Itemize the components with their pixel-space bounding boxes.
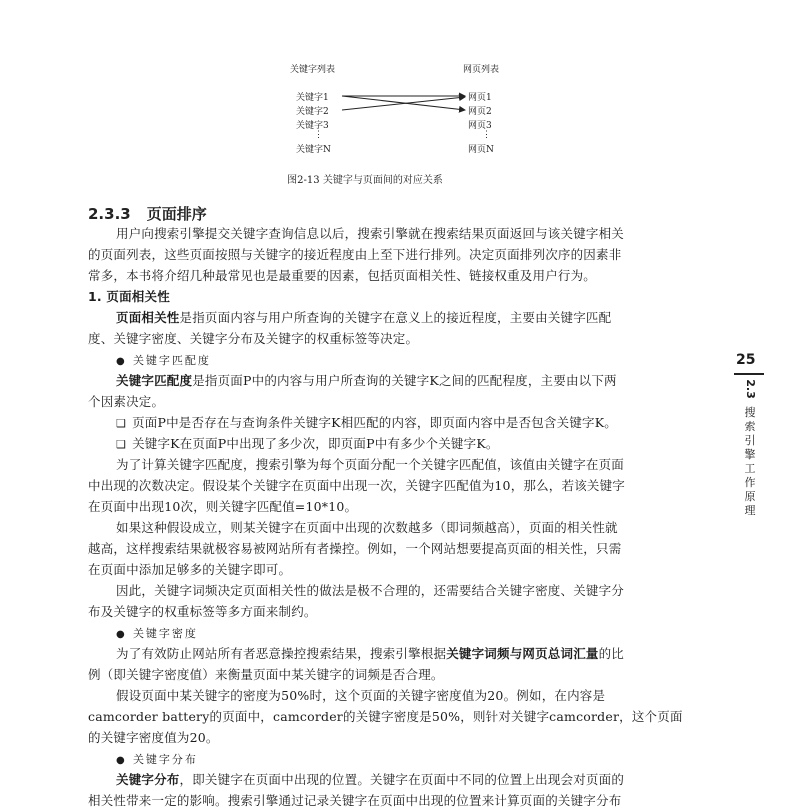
- bullet-heading: ● 关键字密度: [116, 627, 198, 640]
- page-number: 25: [736, 352, 756, 368]
- paragraph-line: 中出现的次数决定。假设某个关键字在页面中出现一次，关键字匹配值为10，那么，若该关键字: [88, 478, 626, 493]
- paragraph-line: 用户向搜索引擎提交关键字查询信息以后，搜索引擎就在搜索结果页面返回与该关键字相关: [116, 226, 625, 241]
- checkbox-item: ❑ 页面P中是否存在与查询条件关键字K相匹配的内容，即页面内容中是否包含关键字K。: [116, 415, 617, 430]
- paragraph-line: 关键字匹配度是指页面P中的内容与用户所查询的关键字K之间的匹配程度，主要由以下两: [116, 373, 617, 388]
- section-heading: [88, 203, 207, 224]
- paragraph-line: 越高，这样搜索结果就极容易被网站所有者操控。例如，一个网站想要提高页面的相关性，只需: [88, 541, 622, 556]
- vertical-char: 搜: [744, 406, 756, 419]
- figure-right-item: ⋮: [482, 130, 491, 140]
- section-number: 2.3.3: [88, 205, 131, 223]
- vertical-char: 作: [744, 476, 756, 489]
- figure-left-item: ⋮: [314, 130, 323, 140]
- figure-right-header: 网页列表: [463, 65, 500, 75]
- figure-right-item: 网页2: [468, 107, 492, 117]
- paragraph-line: 如果这种假设成立，则某关键字在页面中出现的次数越多（即词频越高），页面的相关性就: [116, 520, 618, 535]
- paragraph-line: 关键字分布，即关键字在页面中出现的位置。关键字在页面中不同的位置上出现会对页面的: [116, 772, 625, 787]
- paragraph-line: 个因素决定。: [88, 394, 165, 409]
- bullet-icon: ●: [116, 755, 125, 766]
- paragraph-line: 例（即关键字密度值）来衡量页面中某关键字的词频是否合理。: [88, 667, 444, 682]
- vertical-char: 工: [744, 462, 756, 475]
- figure-right-item: 网页3: [468, 121, 492, 131]
- paragraph-line: 的关键字密度值为20。: [88, 730, 219, 745]
- paragraph-line: 假设页面中某关键字的密度为50%时，这个页面的关键字密度值为20。例如，在内容是: [116, 688, 606, 703]
- paragraph-line: 为了计算关键字匹配度，搜索引擎为每个页面分配一个关键字匹配值，该值由关键字在页面: [116, 457, 625, 472]
- vertical-char: 原: [744, 490, 756, 503]
- section-title: 页面排序: [146, 205, 207, 223]
- figure-left-item: 关键字N: [296, 145, 331, 155]
- vertical-char: 索: [744, 420, 756, 433]
- bullet-icon: ●: [116, 629, 125, 640]
- paragraph-line: 在页面中添加足够多的关键字即可。: [88, 562, 292, 577]
- chapter-section-number: 2.3: [744, 379, 757, 399]
- paragraph-line: 相关性带来一定的影响。搜索引擎通过记录关键字在页面中出现的位置来计算页面的关键字分布: [88, 793, 622, 808]
- paragraph-line: camcorder battery的页面中，camcorder的关键字密度是50%，则针对关键字camcorder，这个页面: [88, 709, 683, 724]
- square-bullet-icon: ❑: [116, 417, 127, 430]
- margin-divider: [734, 373, 764, 375]
- bullet-heading: ● 关键字匹配度: [116, 354, 211, 367]
- checkbox-item: ❑ 关键字K在页面P中出现了多少次，即页面P中有多少个关键字K。: [116, 436, 499, 451]
- figure-left-item: 关键字2: [296, 107, 329, 117]
- paragraph-line: 常多，本书将介绍几种最常见也是最重要的因素，包括页面相关性、链接权重及用户行为。: [88, 268, 597, 283]
- vertical-char: 引: [744, 434, 756, 447]
- vertical-char: 理: [744, 504, 756, 517]
- square-bullet-icon: ❑: [116, 438, 127, 451]
- figure-right-item: 网页1: [468, 93, 492, 103]
- paragraph-line: 因此，关键字词频决定页面相关性的做法是极不合理的，还需要结合关键字密度、关键字分: [116, 583, 625, 598]
- figure-caption: 图2-13 关键字与页面间的对应关系: [287, 175, 443, 186]
- figure-left-item: 关键字3: [296, 121, 329, 131]
- vertical-char: 擎: [744, 448, 756, 461]
- paragraph-line: 布及关键字的权重标签等多方面来制约。: [88, 604, 317, 619]
- bullet-icon: ●: [116, 356, 125, 367]
- bullet-heading: ● 关键字分布: [116, 753, 198, 766]
- paragraph-line: 的页面列表，这些页面按照与关键字的接近程度由上至下进行排列。决定页面排列次序的因素非: [88, 247, 622, 262]
- running-header-vertical: [738, 378, 762, 518]
- subheading-page-relevance: 1. 页面相关性: [88, 289, 170, 304]
- figure-arrows: [270, 62, 570, 162]
- paragraph-line: 在页面中出现10次，则关键字匹配值=10*10。: [88, 499, 358, 514]
- paragraph-line: 为了有效防止网站所有者恶意操控搜索结果，搜索引擎根据关键字词频与网页总词汇量的比: [116, 646, 625, 661]
- figure-left-item: 关键字1: [296, 93, 329, 103]
- paragraph-line: 页面相关性是指页面内容与用户所查询的关键字在意义上的接近程度，主要由关键字匹配: [116, 310, 612, 325]
- figure-left-header: 关键字列表: [290, 65, 336, 75]
- figure-right-item: 网页N: [468, 145, 494, 155]
- paragraph-line: 度、关键字密度、关键字分布及关键字的权重标签等决定。: [88, 331, 419, 346]
